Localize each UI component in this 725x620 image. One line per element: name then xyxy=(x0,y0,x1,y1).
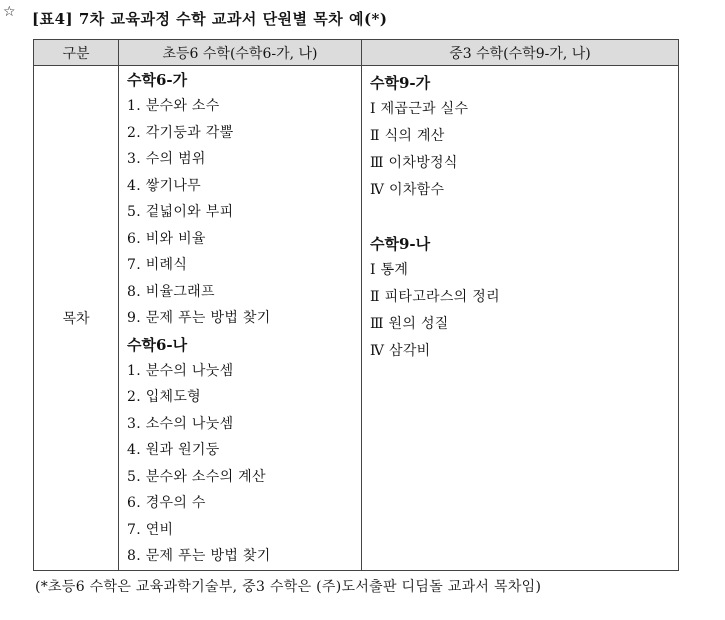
toc-table xyxy=(33,39,679,571)
middle-contents xyxy=(362,66,679,571)
middle-list xyxy=(362,66,678,365)
header-middle: 중3 수학(수학9-가, 나) xyxy=(362,40,679,66)
unit-item: 4. 원과 원기둥 xyxy=(127,442,220,458)
unit-item: 7. 연비 xyxy=(127,521,174,538)
unit-item: Ⅱ 식의 계산 xyxy=(370,128,445,144)
table-title: [표4] 7차 교육과정 수학 교과서 단원별 목차 예(*) xyxy=(32,10,388,28)
unit-item: Ⅱ 피타고라스의 정리 xyxy=(370,289,500,305)
unit-item: 7. 비례식 xyxy=(127,257,188,273)
unit-item: 4. 쌓기나무 xyxy=(127,177,202,194)
unit-item: 6. 비와 비율 xyxy=(127,230,206,247)
unit-item: 1. 분수의 나눗셈 xyxy=(127,362,234,379)
textbook-title: 수학6-가 xyxy=(127,71,188,89)
unit-item: 2. 입체도형 xyxy=(127,389,202,405)
unit-item: 3. 수의 범위 xyxy=(127,151,206,167)
elementary-list xyxy=(119,66,361,570)
unit-item: Ⅲ 원의 성질 xyxy=(370,316,449,332)
unit-item: Ⅲ 이차방정식 xyxy=(370,155,458,171)
textbook-title: 수학9-나 xyxy=(370,235,431,253)
header-row xyxy=(34,40,679,66)
header-elementary: 초등6 수학(수학6-가, 나) xyxy=(119,40,362,66)
unit-item: 6. 경우의 수 xyxy=(127,495,206,511)
group-spacer xyxy=(370,204,678,231)
caption-marker-icon: ☆ xyxy=(3,4,16,20)
unit-item: 5. 분수와 소수의 계산 xyxy=(127,468,266,485)
header-category: 구분 xyxy=(34,40,119,66)
toc-row xyxy=(34,66,679,571)
unit-item: 9. 문제 푸는 방법 찾기 xyxy=(127,310,271,326)
elementary-contents xyxy=(119,66,362,571)
footnote: (*초등6 수학은 교육과학기술부, 중3 수학은 (주)도서출판 디딤돌 교과서 목차임) xyxy=(35,579,542,595)
row-label: 목차 xyxy=(34,66,119,571)
textbook-title: 수학9-가 xyxy=(370,74,431,92)
unit-item: 8. 문제 푸는 방법 찾기 xyxy=(127,548,271,564)
textbook-title: 수학6-나 xyxy=(127,335,188,354)
unit-item: 3. 소수의 나눗셈 xyxy=(127,415,234,432)
unit-item: 2. 각기둥과 각뿔 xyxy=(127,124,234,141)
unit-item: Ⅳ 이차함수 xyxy=(370,182,445,198)
unit-item: 1. 분수와 소수 xyxy=(127,98,220,114)
unit-item: Ⅳ 삼각비 xyxy=(370,343,431,359)
unit-item: 8. 비율그래프 xyxy=(127,283,215,300)
unit-item: Ⅰ 통계 xyxy=(370,262,409,278)
unit-item: Ⅰ 제곱근과 실수 xyxy=(370,101,469,117)
unit-item: 5. 겉넓이와 부피 xyxy=(127,204,234,220)
